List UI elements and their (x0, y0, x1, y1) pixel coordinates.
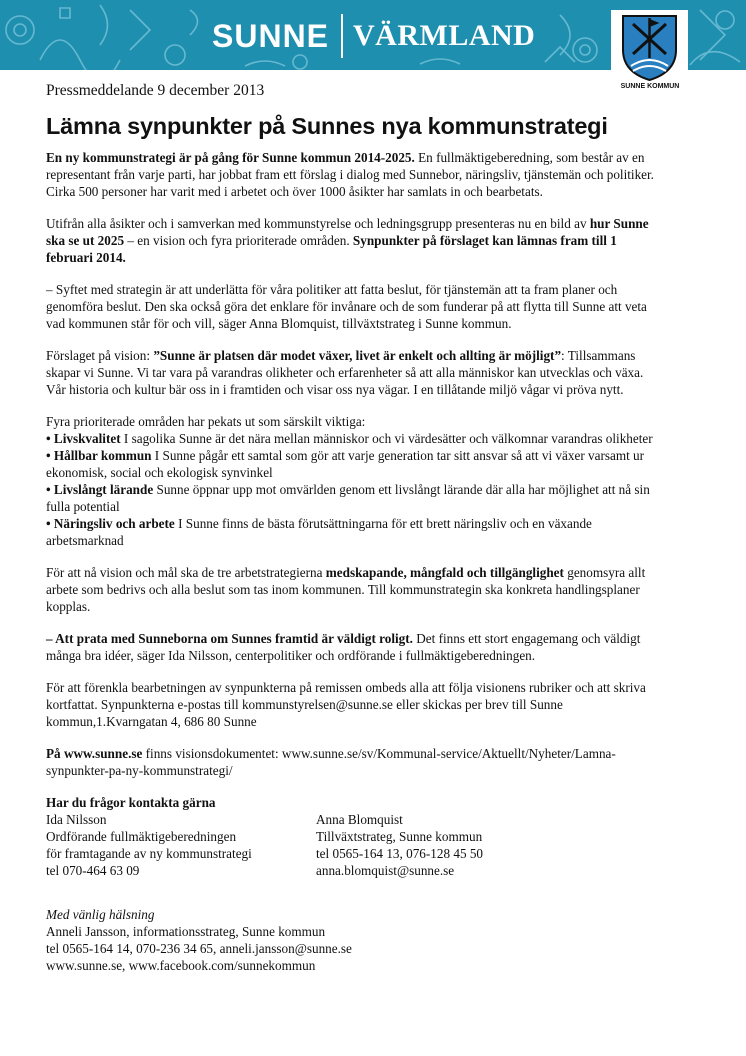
brand-logo (212, 14, 535, 58)
paragraph-website (46, 745, 666, 779)
list-item-title: • Hållbar kommun (46, 448, 152, 463)
vision-statement: ”Sunne är platsen där modet växer, livet är enkelt och allting är möjligt” (153, 348, 562, 363)
bold-text: – Att prata med Sunneborna om Sunnes framtid är väldigt roligt. (46, 631, 413, 646)
list-item-title: • Livslångt lärande (46, 482, 154, 497)
bold-text: Synpunkter på förslaget kan lämnas fram till 1 februari 2014. (46, 233, 617, 265)
coat-of-arms (611, 10, 688, 94)
brand-sunne: SUNNE (212, 17, 330, 54)
text: Det finns ett stort engagemang och väldigt många bra idéer, säger Ida Nilsson, centerpolitiker och ordförande i fullmäktigeberedningen. (46, 631, 641, 663)
paragraph-vision-presented (46, 215, 666, 266)
text: : Tillsammans skapar vi Sunne. Vi tar vara på varandras olikheter och erfarenheter så att alla människor kan utvecklas och växa. Vår historia och kultur bär oss in i framtiden och visar oss nya vägar. I en tillåtande miljö vågar vi pröva nytt. (46, 348, 644, 397)
list-item-title: • Livskvalitet (46, 431, 121, 446)
list-item-title: • Näringsliv och arbete (46, 516, 175, 531)
contact-line: Ordförande fullmäktigeberedningen (46, 829, 237, 844)
coat-of-arms-icon (611, 10, 688, 84)
contact-line: anna.blomquist@sunne.se (316, 863, 455, 878)
bold-text: På www.sunne.se (46, 746, 143, 761)
closing-line: tel 0565-164 14, 070-236 34 65, anneli.jansson@sunne.se (46, 941, 352, 956)
list-item (46, 481, 666, 515)
contact-line: tel 070-464 63 09 (46, 863, 140, 878)
paragraph-strategies (46, 564, 666, 615)
paragraph-quote-anna: – Syftet med strategin är att underlätta för våra politiker att fatta beslut, för tjänstemän att ta fram planer och genomföra beslut. Den ska också göra det enklare för invånare och de som funderar på att flytta till Sunne att veta vad kommunen står för och vill, säger Anna Blomquist, tillväxtstrateg i Sunne kommun. (46, 282, 647, 331)
contact-line: tel 0565-164 13, 076-128 45 50 (316, 846, 484, 861)
crest-caption: SUNNE KOMMUN (620, 83, 680, 90)
bold-text: hur Sunne ska se ut 2025 (46, 216, 649, 248)
paragraph-intro (46, 149, 666, 200)
contact-line: Anna Blomquist (316, 812, 403, 827)
text: – en vision och fyra prioriterade områden. (124, 233, 353, 248)
contact-line: Tillväxtstrateg, Sunne kommun (316, 829, 483, 844)
text: För att nå vision och mål ska de tre arbetstrategierna (46, 565, 326, 580)
contact-columns (46, 811, 666, 879)
bold-text: medskapande, mångfald och tillgänglighet (325, 565, 564, 580)
contact-line: för framtagande av ny kommunstrategi (46, 846, 252, 861)
list-item-text: Sunne öppnar upp mot omvärlden genom ett livslångt lärande där alla har möjlighet att nå sin fulla potential (46, 482, 650, 514)
priority-intro: Fyra prioriterade områden har pekats ut som särskilt viktiga: (46, 414, 366, 429)
list-item (46, 515, 666, 549)
press-release-date: Pressmeddelande 9 december 2013 (46, 82, 265, 99)
list-item (46, 430, 666, 447)
brand-varmland: VÄRMLAND (353, 19, 536, 52)
list-item-text: I Sunne finns de bästa förutsättningarna för ett brett näringsliv och en växande arbetsmarknad (46, 516, 592, 548)
priority-list (46, 413, 666, 549)
contact-section (46, 794, 666, 879)
brand-divider (341, 14, 343, 58)
contact-line: Ida Nilsson (46, 812, 107, 827)
list-item (46, 447, 666, 481)
text: Förslaget på vision: (46, 348, 154, 363)
contact-ida (46, 811, 316, 879)
closing-greeting: Med vänlig hälsning (46, 907, 155, 922)
list-item-text: I sagolika Sunne är det nära mellan människor och vi värdesätter och välkomnar varandras olikheter (120, 431, 653, 446)
text: finns visionsdokumentet: www.sunne.se/sv/Kommunal-service/Aktuellt/Nyheter/Lamna-synpunkter-pa-ny-kommunstrategi/ (46, 746, 616, 778)
text: Utifrån alla åsikter och i samverkan med kommunstyrelse och ledningsgrupp presenteras nu en bild av (46, 216, 590, 231)
contact-heading: Har du frågor kontakta gärna (46, 795, 216, 810)
paragraph-vision (46, 347, 666, 398)
intro-text: En fullmäktigeberedning, som består av en representant från varje parti, har jobbat fram ett förslag i dialog med Sunnebor, näringsliv, tjänstemän och politiker. Cirka 500 personer har varit med i arbetet och över 1000 åsikter har samlats in och bearbetats. (46, 150, 654, 199)
paragraph-quote-ida (46, 630, 666, 664)
intro-bold: En ny kommunstrategi är på gång för Sunne kommun 2014-2025. (46, 150, 415, 165)
list-item-text: I Sunne pågår ett samtal som gör att varje generation tar sitt ansvar så att vi växer varsamt ur ekonomisk, social och ekologisk synvinkel (46, 448, 645, 480)
text: genomsyra allt arbete som bedrivs och alla beslut som tas inom kommunen. Till kommunstrategin ska konkreta handlingsplaner kopplas. (46, 565, 646, 614)
closing-section (46, 906, 666, 974)
article-body (46, 149, 666, 974)
page-title: Lämna synpunkter på Sunnes nya kommunstrategi (46, 113, 608, 139)
closing-line: Anneli Jansson, informationsstrateg, Sunne kommun (46, 924, 326, 939)
contact-anna (316, 811, 636, 879)
paragraph-instructions: För att förenkla bearbetningen av synpunkterna på remissen ombeds alla att följa visionens rubriker och att skriva kortfattat. Synpunkterna e-postas till kommunstyrelsen@sunne.se eller skickas per brev till Sunne kommun,1.Kvarngatan 4, 686 80 Sunne (46, 680, 646, 729)
closing-line: www.sunne.se, www.facebook.com/sunnekommun (46, 958, 316, 973)
